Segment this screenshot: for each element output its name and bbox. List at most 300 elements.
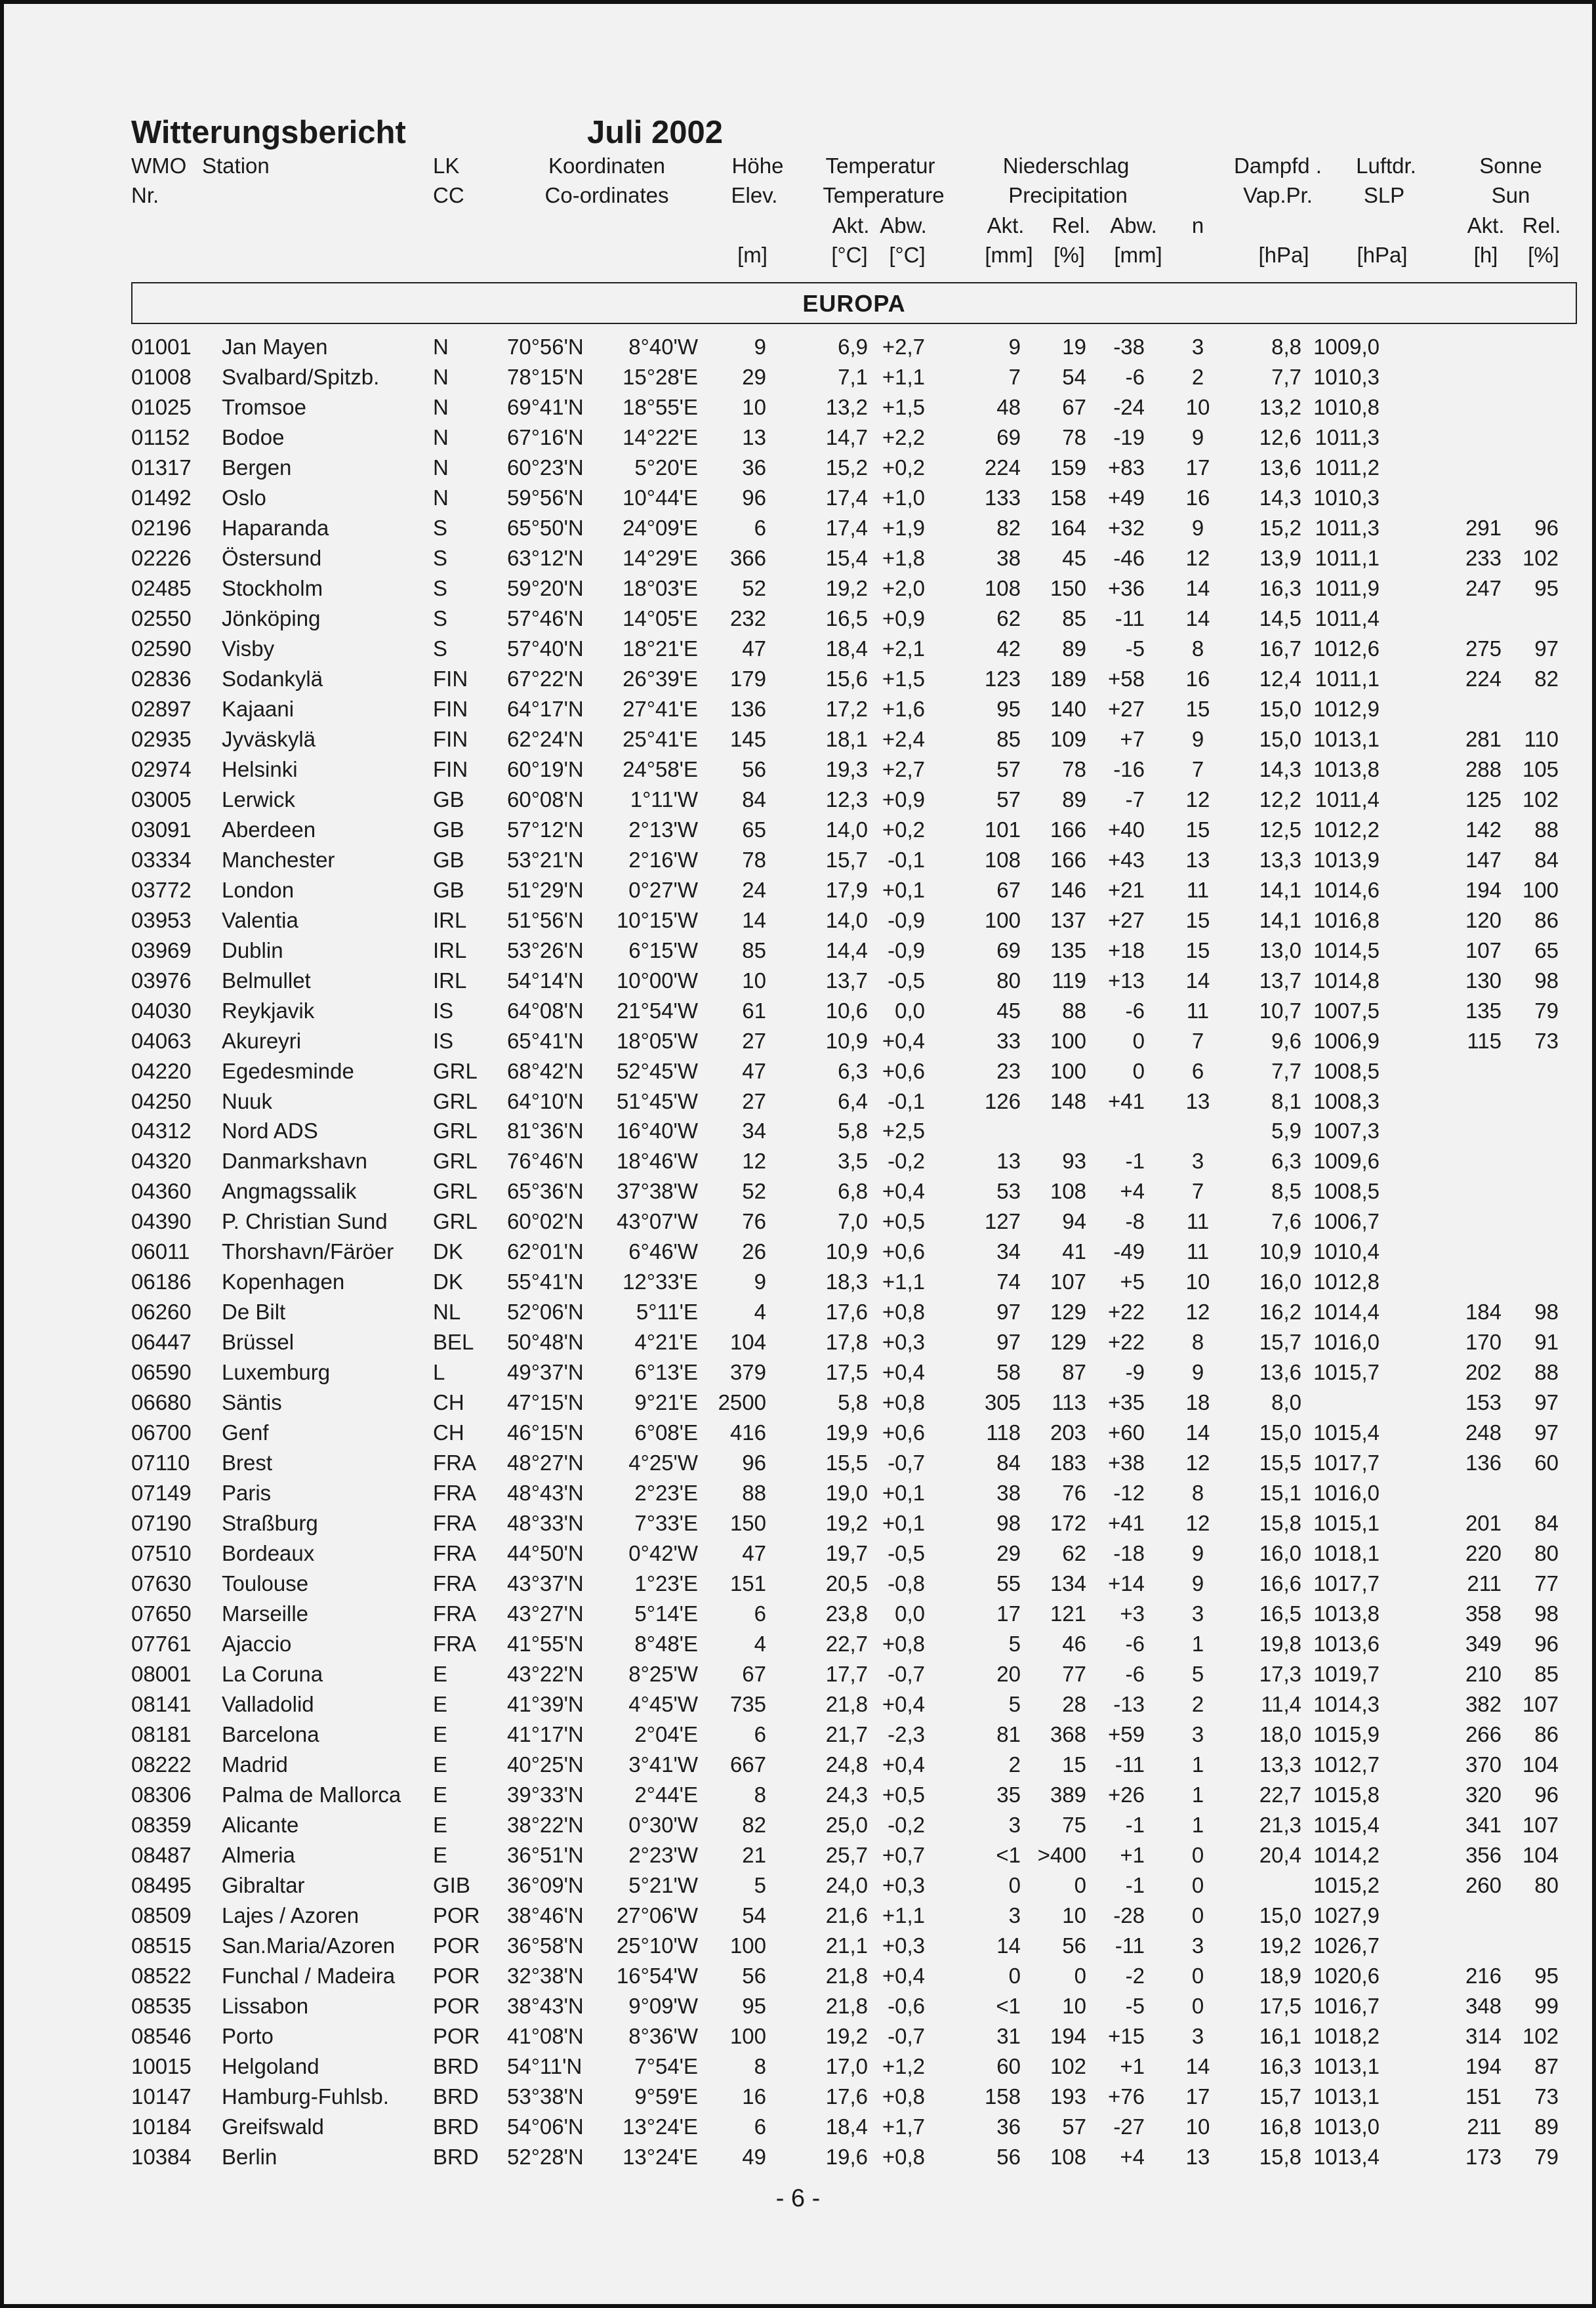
vapour-pressure: 16,3 — [1259, 575, 1301, 600]
header-elev-unit: [m] — [737, 243, 767, 267]
precip-days: 13 — [1185, 1088, 1210, 1113]
temp-deviation: +0,1 — [882, 877, 925, 902]
sun-hours: 194 — [1465, 2053, 1502, 2078]
elevation: 47 — [742, 1541, 766, 1566]
temp-deviation: +2,7 — [882, 756, 925, 781]
precip-deviation: 0 — [1132, 1058, 1145, 1083]
temp-actual: 17,0 — [825, 2053, 868, 2078]
station-name: Angmagssalik — [222, 1179, 357, 1204]
temp-actual: 7,1 — [838, 364, 868, 389]
precip-days: 0 — [1191, 1963, 1204, 1988]
country-code: FIN — [433, 756, 468, 781]
precip-days: 14 — [1185, 968, 1210, 993]
precip-relative: 94 — [1062, 1209, 1086, 1234]
table-row — [0, 1961, 1596, 1991]
precip-relative: 45 — [1062, 545, 1086, 570]
precip-days: 3 — [1191, 1933, 1204, 1958]
longitude: 9°21'E — [634, 1390, 698, 1415]
sun-hours: 281 — [1465, 726, 1502, 751]
temp-actual: 15,6 — [825, 666, 868, 691]
temp-deviation: -0,7 — [888, 1662, 925, 1687]
table-row — [0, 1357, 1596, 1388]
table-row — [0, 1810, 1596, 1840]
latitude: 62°01'N — [507, 1239, 584, 1264]
precip-deviation: +4 — [1120, 2144, 1145, 2169]
precip-actual: 80 — [996, 968, 1021, 993]
elevation: 6 — [754, 2114, 766, 2139]
precip-deviation: -2 — [1125, 1963, 1145, 1988]
sun-relative: 96 — [1534, 1632, 1559, 1657]
temp-deviation: +0,5 — [882, 1209, 925, 1234]
precip-deviation: +49 — [1108, 485, 1145, 510]
temp-deviation: -0,9 — [888, 907, 925, 932]
country-code: BRD — [433, 2144, 479, 2169]
country-code: POR — [433, 1963, 480, 1988]
elevation: 85 — [742, 938, 766, 962]
precip-actual: 31 — [996, 2023, 1021, 2048]
country-code: E — [433, 1662, 448, 1687]
temp-actual: 14,4 — [825, 938, 868, 962]
precip-actual: 3 — [1008, 1903, 1021, 1927]
precip-days: 13 — [1185, 2144, 1210, 2169]
precip-deviation: +43 — [1108, 847, 1145, 872]
header-lk: LK — [433, 154, 460, 178]
wmo-number: 03334 — [131, 847, 192, 872]
table-row — [0, 1478, 1596, 1508]
latitude: 50°48'N — [507, 1330, 584, 1355]
precip-deviation: +40 — [1108, 817, 1145, 842]
temp-deviation: 0,0 — [895, 1601, 925, 1626]
precip-relative: >400 — [1037, 1843, 1086, 1867]
header-temperature: Temperature — [823, 183, 945, 207]
vapour-pressure: 15,1 — [1259, 1481, 1301, 1506]
temp-actual: 16,5 — [825, 606, 868, 630]
wmo-number: 02974 — [131, 756, 192, 781]
sun-relative: 80 — [1534, 1541, 1559, 1566]
wmo-number: 08522 — [131, 1963, 192, 1988]
temp-deviation: +0,4 — [882, 1963, 925, 1988]
country-code: N — [433, 394, 449, 419]
precip-deviation: +14 — [1108, 1571, 1145, 1596]
elevation: 179 — [729, 666, 766, 691]
vapour-pressure: 7,6 — [1271, 1209, 1301, 1234]
precip-days: 14 — [1185, 606, 1210, 630]
sun-hours: 136 — [1465, 1451, 1502, 1475]
temp-deviation: +1,1 — [882, 364, 925, 389]
precip-relative: 89 — [1062, 787, 1086, 812]
sun-relative: 102 — [1522, 787, 1559, 812]
latitude: 38°43'N — [507, 1993, 584, 2018]
longitude: 13°24'E — [623, 2144, 698, 2169]
temp-deviation: +1,1 — [882, 1269, 925, 1294]
temp-actual: 20,5 — [825, 1571, 868, 1596]
table-row — [0, 362, 1596, 392]
wmo-number: 07630 — [131, 1571, 192, 1596]
sun-hours: 170 — [1465, 1330, 1502, 1355]
precip-days: 1 — [1191, 1632, 1204, 1657]
longitude: 37°38'W — [616, 1179, 698, 1204]
precip-relative: 75 — [1062, 1813, 1086, 1838]
sea-level-pressure: 1010,4 — [1313, 1239, 1380, 1264]
precip-days: 15 — [1185, 817, 1210, 842]
latitude: 36°09'N — [507, 1872, 584, 1897]
precip-actual: 224 — [984, 455, 1021, 480]
elevation: 96 — [742, 1451, 766, 1475]
longitude: 2°13'W — [628, 817, 698, 842]
temp-deviation: -0,8 — [888, 1571, 925, 1596]
temp-deviation: +0,1 — [882, 1481, 925, 1506]
sun-hours: 130 — [1465, 968, 1502, 993]
sun-relative: 82 — [1534, 666, 1559, 691]
latitude: 44°50'N — [507, 1541, 584, 1566]
wmo-number: 01492 — [131, 485, 192, 510]
temp-actual: 21,7 — [825, 1722, 868, 1747]
sun-hours: 194 — [1465, 877, 1502, 902]
precip-deviation: -28 — [1113, 1903, 1145, 1927]
longitude: 14°05'E — [623, 606, 698, 630]
latitude: 43°22'N — [507, 1662, 584, 1687]
vapour-pressure: 16,2 — [1259, 1300, 1301, 1325]
sun-hours: 173 — [1465, 2144, 1502, 2169]
precip-actual: 9 — [1008, 335, 1021, 359]
precip-deviation: +83 — [1108, 455, 1145, 480]
vapour-pressure: 12,6 — [1259, 424, 1301, 449]
temp-deviation: +0,4 — [882, 1752, 925, 1777]
longitude: 8°40'W — [628, 335, 698, 359]
station-name: Toulouse — [222, 1571, 309, 1596]
country-code: S — [433, 606, 448, 630]
station-name: Bordeaux — [222, 1541, 315, 1566]
precip-actual: <1 — [996, 1843, 1021, 1867]
precip-days: 9 — [1191, 726, 1204, 751]
header-temp-unit-abw: [°C] — [889, 243, 926, 267]
wmo-number: 03976 — [131, 968, 192, 993]
sun-hours: 125 — [1465, 787, 1502, 812]
precip-deviation: -18 — [1113, 1541, 1145, 1566]
wmo-number: 07510 — [131, 1541, 192, 1566]
elevation: 145 — [729, 726, 766, 751]
sea-level-pressure: 1011,3 — [1315, 515, 1380, 540]
precip-days: 6 — [1191, 1058, 1204, 1083]
latitude: 48°43'N — [507, 1481, 584, 1506]
latitude: 65°50'N — [507, 515, 584, 540]
table-row — [0, 1327, 1596, 1357]
table-row — [0, 1206, 1596, 1237]
sea-level-pressure: 1013,6 — [1313, 1632, 1380, 1657]
vapour-pressure: 8,5 — [1271, 1179, 1301, 1204]
temp-deviation: +2,0 — [882, 575, 925, 600]
sun-relative: 97 — [1534, 1420, 1559, 1445]
sea-level-pressure: 1013,1 — [1313, 2053, 1380, 2078]
longitude: 5°21'W — [628, 1872, 698, 1897]
station-name: Manchester — [222, 847, 335, 872]
wmo-number: 08222 — [131, 1752, 192, 1777]
precip-relative: 10 — [1062, 1993, 1086, 2018]
longitude: 14°29'E — [623, 545, 698, 570]
station-name: Stockholm — [222, 575, 323, 600]
elevation: 26 — [742, 1239, 766, 1264]
precip-relative: 76 — [1062, 1481, 1086, 1506]
temp-deviation: 0,0 — [895, 998, 925, 1023]
longitude: 1°11'W — [630, 787, 698, 812]
precip-actual: 55 — [996, 1571, 1021, 1596]
vapour-pressure: 14,3 — [1259, 485, 1301, 510]
precip-relative: 41 — [1062, 1239, 1086, 1264]
station-name: Aberdeen — [222, 817, 316, 842]
station-name: Lajes / Azoren — [222, 1903, 359, 1927]
precip-actual: 17 — [996, 1601, 1021, 1626]
longitude: 18°46'W — [616, 1149, 698, 1174]
country-code: BRD — [433, 2084, 479, 2109]
vapour-pressure: 13,3 — [1259, 1752, 1301, 1777]
station-name: Kajaani — [222, 696, 295, 721]
temp-deviation: -0,5 — [888, 1541, 925, 1566]
precip-deviation: +38 — [1108, 1451, 1145, 1475]
wmo-number: 01152 — [131, 424, 190, 449]
sun-hours: 120 — [1465, 907, 1502, 932]
elevation: 24 — [742, 877, 766, 902]
table-row — [0, 422, 1596, 453]
temp-actual: 10,9 — [825, 1239, 868, 1264]
sea-level-pressure: 1018,1 — [1313, 1541, 1380, 1566]
sun-hours: 260 — [1465, 1872, 1502, 1897]
page-number: - 6 - — [775, 2185, 821, 2212]
station-name: Bodoe — [222, 424, 285, 449]
table-row — [0, 664, 1596, 694]
sea-level-pressure: 1014,2 — [1313, 1843, 1380, 1867]
vapour-pressure: 10,9 — [1259, 1239, 1301, 1264]
vapour-pressure: 17,5 — [1259, 1993, 1301, 2018]
vapour-pressure: 19,8 — [1259, 1632, 1301, 1657]
station-name: Valentia — [222, 907, 298, 932]
table-row — [0, 1720, 1596, 1750]
latitude: 69°41'N — [507, 394, 584, 419]
precip-deviation: +1 — [1120, 1843, 1145, 1867]
precip-deviation: +1 — [1120, 2053, 1145, 2078]
sea-level-pressure: 1016,8 — [1313, 907, 1380, 932]
longitude: 16°54'W — [616, 1963, 698, 1988]
precip-relative: 166 — [1050, 847, 1086, 872]
country-code: IRL — [433, 968, 467, 993]
elevation: 14 — [742, 907, 766, 932]
sun-hours: 142 — [1465, 817, 1502, 842]
elevation: 10 — [742, 394, 766, 419]
precip-actual: 33 — [996, 1028, 1021, 1053]
precip-relative: 109 — [1050, 726, 1086, 751]
header-sun-akt: Akt. — [1467, 213, 1505, 237]
elevation: 667 — [729, 1752, 766, 1777]
table-row — [0, 724, 1596, 754]
precip-days: 12 — [1185, 787, 1210, 812]
country-code: S — [433, 545, 448, 570]
precip-relative: 140 — [1050, 696, 1086, 721]
elevation: 36 — [742, 455, 766, 480]
sun-relative: 104 — [1522, 1843, 1559, 1867]
station-name: Palma de Mallorca — [222, 1783, 401, 1807]
latitude: 48°27'N — [507, 1451, 584, 1475]
table-row — [0, 1659, 1596, 1689]
table-row — [0, 573, 1596, 604]
wmo-number: 03005 — [131, 787, 192, 812]
longitude: 25°10'W — [616, 1933, 698, 1958]
precip-relative: 129 — [1050, 1300, 1086, 1325]
precip-deviation: +15 — [1108, 2023, 1145, 2048]
temp-actual: 15,7 — [825, 847, 868, 872]
header-station: Station — [202, 154, 270, 178]
header-elev: Elev. — [731, 183, 778, 207]
elevation: 13 — [742, 424, 766, 449]
latitude: 57°46'N — [507, 606, 584, 630]
country-code: POR — [433, 1993, 480, 2018]
vapour-pressure: 15,0 — [1259, 1420, 1301, 1445]
precip-relative: 113 — [1052, 1390, 1086, 1415]
temp-deviation: +0,5 — [882, 1783, 925, 1807]
country-code: N — [433, 424, 449, 449]
station-name: Madrid — [222, 1752, 288, 1777]
temp-deviation: +0,9 — [882, 787, 925, 812]
precip-deviation: +36 — [1108, 575, 1145, 600]
longitude: 0°30'W — [628, 1813, 698, 1838]
sun-hours: 348 — [1465, 1993, 1502, 2018]
precip-actual: 98 — [996, 1511, 1021, 1536]
precip-deviation: +27 — [1108, 907, 1145, 932]
sun-relative: 98 — [1534, 1300, 1559, 1325]
country-code: E — [433, 1813, 448, 1838]
precip-deviation: +22 — [1108, 1330, 1145, 1355]
precip-relative: 183 — [1050, 1451, 1086, 1475]
longitude: 18°05'W — [616, 1028, 698, 1053]
table-row — [0, 815, 1596, 845]
temp-actual: 19,6 — [825, 2144, 868, 2169]
vapour-pressure: 16,1 — [1259, 2023, 1301, 2048]
country-code: GB — [433, 877, 464, 902]
latitude: 41°55'N — [507, 1632, 584, 1657]
longitude: 5°20'E — [634, 455, 698, 480]
sun-relative: 102 — [1522, 2023, 1559, 2048]
precip-actual: 20 — [996, 1662, 1021, 1687]
wmo-number: 02550 — [131, 606, 192, 630]
country-code: IS — [433, 1028, 454, 1053]
precip-days: 0 — [1191, 1843, 1204, 1867]
sun-relative: 65 — [1534, 938, 1559, 962]
precip-days: 7 — [1191, 1179, 1204, 1204]
precip-relative: 172 — [1050, 1511, 1086, 1536]
precip-days: 3 — [1191, 2023, 1204, 2048]
elevation: 8 — [754, 1783, 766, 1807]
elevation: 27 — [742, 1088, 766, 1113]
latitude: 49°37'N — [507, 1360, 584, 1385]
precip-actual: 57 — [996, 787, 1021, 812]
sea-level-pressure: 1015,2 — [1313, 1872, 1380, 1897]
precip-deviation: +41 — [1108, 1511, 1145, 1536]
temp-actual: 23,8 — [825, 1601, 868, 1626]
precip-actual: 36 — [996, 2114, 1021, 2139]
precip-actual: 81 — [996, 1722, 1021, 1747]
country-code: FRA — [433, 1601, 476, 1626]
country-code: S — [433, 575, 448, 600]
temp-actual: 17,9 — [825, 877, 868, 902]
latitude: 53°26'N — [507, 938, 584, 962]
table-row — [0, 1116, 1596, 1146]
temp-actual: 25,7 — [825, 1843, 868, 1867]
elevation: 88 — [742, 1481, 766, 1506]
station-name: Genf — [222, 1420, 269, 1445]
station-name: Ajaccio — [222, 1632, 292, 1657]
temp-actual: 17,6 — [825, 2084, 868, 2109]
elevation: 5 — [754, 1872, 766, 1897]
sun-relative: 86 — [1534, 1722, 1559, 1747]
station-name: Belmullet — [222, 968, 311, 993]
latitude: 54°14'N — [507, 968, 584, 993]
station-name: Helgoland — [222, 2053, 319, 2078]
table-row — [0, 1026, 1596, 1056]
precip-actual: 108 — [984, 847, 1021, 872]
table-row — [0, 483, 1596, 513]
precip-days: 14 — [1185, 575, 1210, 600]
wmo-number: 08509 — [131, 1903, 192, 1927]
station-name: Gibraltar — [222, 1872, 305, 1897]
elevation: 100 — [729, 1933, 766, 1958]
wmo-number: 08181 — [131, 1722, 192, 1747]
header-temp-akt: Akt. — [832, 213, 870, 237]
sun-hours: 358 — [1465, 1601, 1502, 1626]
latitude: 53°38'N — [507, 2084, 584, 2109]
latitude: 32°38'N — [507, 1963, 584, 1988]
sun-relative: 99 — [1534, 1993, 1559, 2018]
country-code: IRL — [433, 907, 467, 932]
latitude: 60°02'N — [507, 1209, 584, 1234]
sun-hours: 201 — [1465, 1511, 1502, 1536]
precip-days: 17 — [1185, 2084, 1210, 2109]
latitude: 51°29'N — [507, 877, 584, 902]
precip-actual: 58 — [996, 1360, 1021, 1385]
precip-actual: 67 — [996, 877, 1021, 902]
sun-hours: 382 — [1465, 1692, 1502, 1717]
vapour-pressure: 14,1 — [1259, 877, 1301, 902]
precip-deviation: -13 — [1113, 1692, 1145, 1717]
country-code: POR — [433, 1903, 480, 1927]
station-name: Almeria — [222, 1843, 295, 1867]
longitude: 18°55'E — [623, 394, 698, 419]
longitude: 6°46'W — [628, 1239, 698, 1264]
country-code: POR — [433, 2023, 480, 2048]
sun-relative: 60 — [1534, 1451, 1559, 1475]
sea-level-pressure: 1019,7 — [1313, 1662, 1380, 1687]
sun-hours: 220 — [1465, 1541, 1502, 1566]
station-name: Lerwick — [222, 787, 295, 812]
country-code: S — [433, 515, 448, 540]
precip-relative: 100 — [1050, 1058, 1086, 1083]
vapour-pressure: 13,9 — [1259, 545, 1301, 570]
station-name: Nuuk — [222, 1088, 273, 1113]
table-row — [0, 1599, 1596, 1629]
sea-level-pressure: 1015,7 — [1313, 1360, 1380, 1385]
longitude: 4°45'W — [628, 1692, 698, 1717]
temp-deviation: +1,0 — [882, 485, 925, 510]
precip-deviation: -7 — [1125, 787, 1145, 812]
precip-relative: 89 — [1062, 636, 1086, 661]
table-row — [0, 1508, 1596, 1538]
elevation: 232 — [729, 606, 766, 630]
precip-relative: 102 — [1050, 2053, 1086, 2078]
table-row — [0, 1750, 1596, 1780]
sun-hours: 291 — [1465, 515, 1502, 540]
sun-hours: 266 — [1465, 1722, 1502, 1747]
longitude: 24°58'E — [623, 756, 698, 781]
precip-actual: 35 — [996, 1783, 1021, 1807]
precip-relative: 77 — [1062, 1662, 1086, 1687]
table-row — [0, 785, 1596, 815]
